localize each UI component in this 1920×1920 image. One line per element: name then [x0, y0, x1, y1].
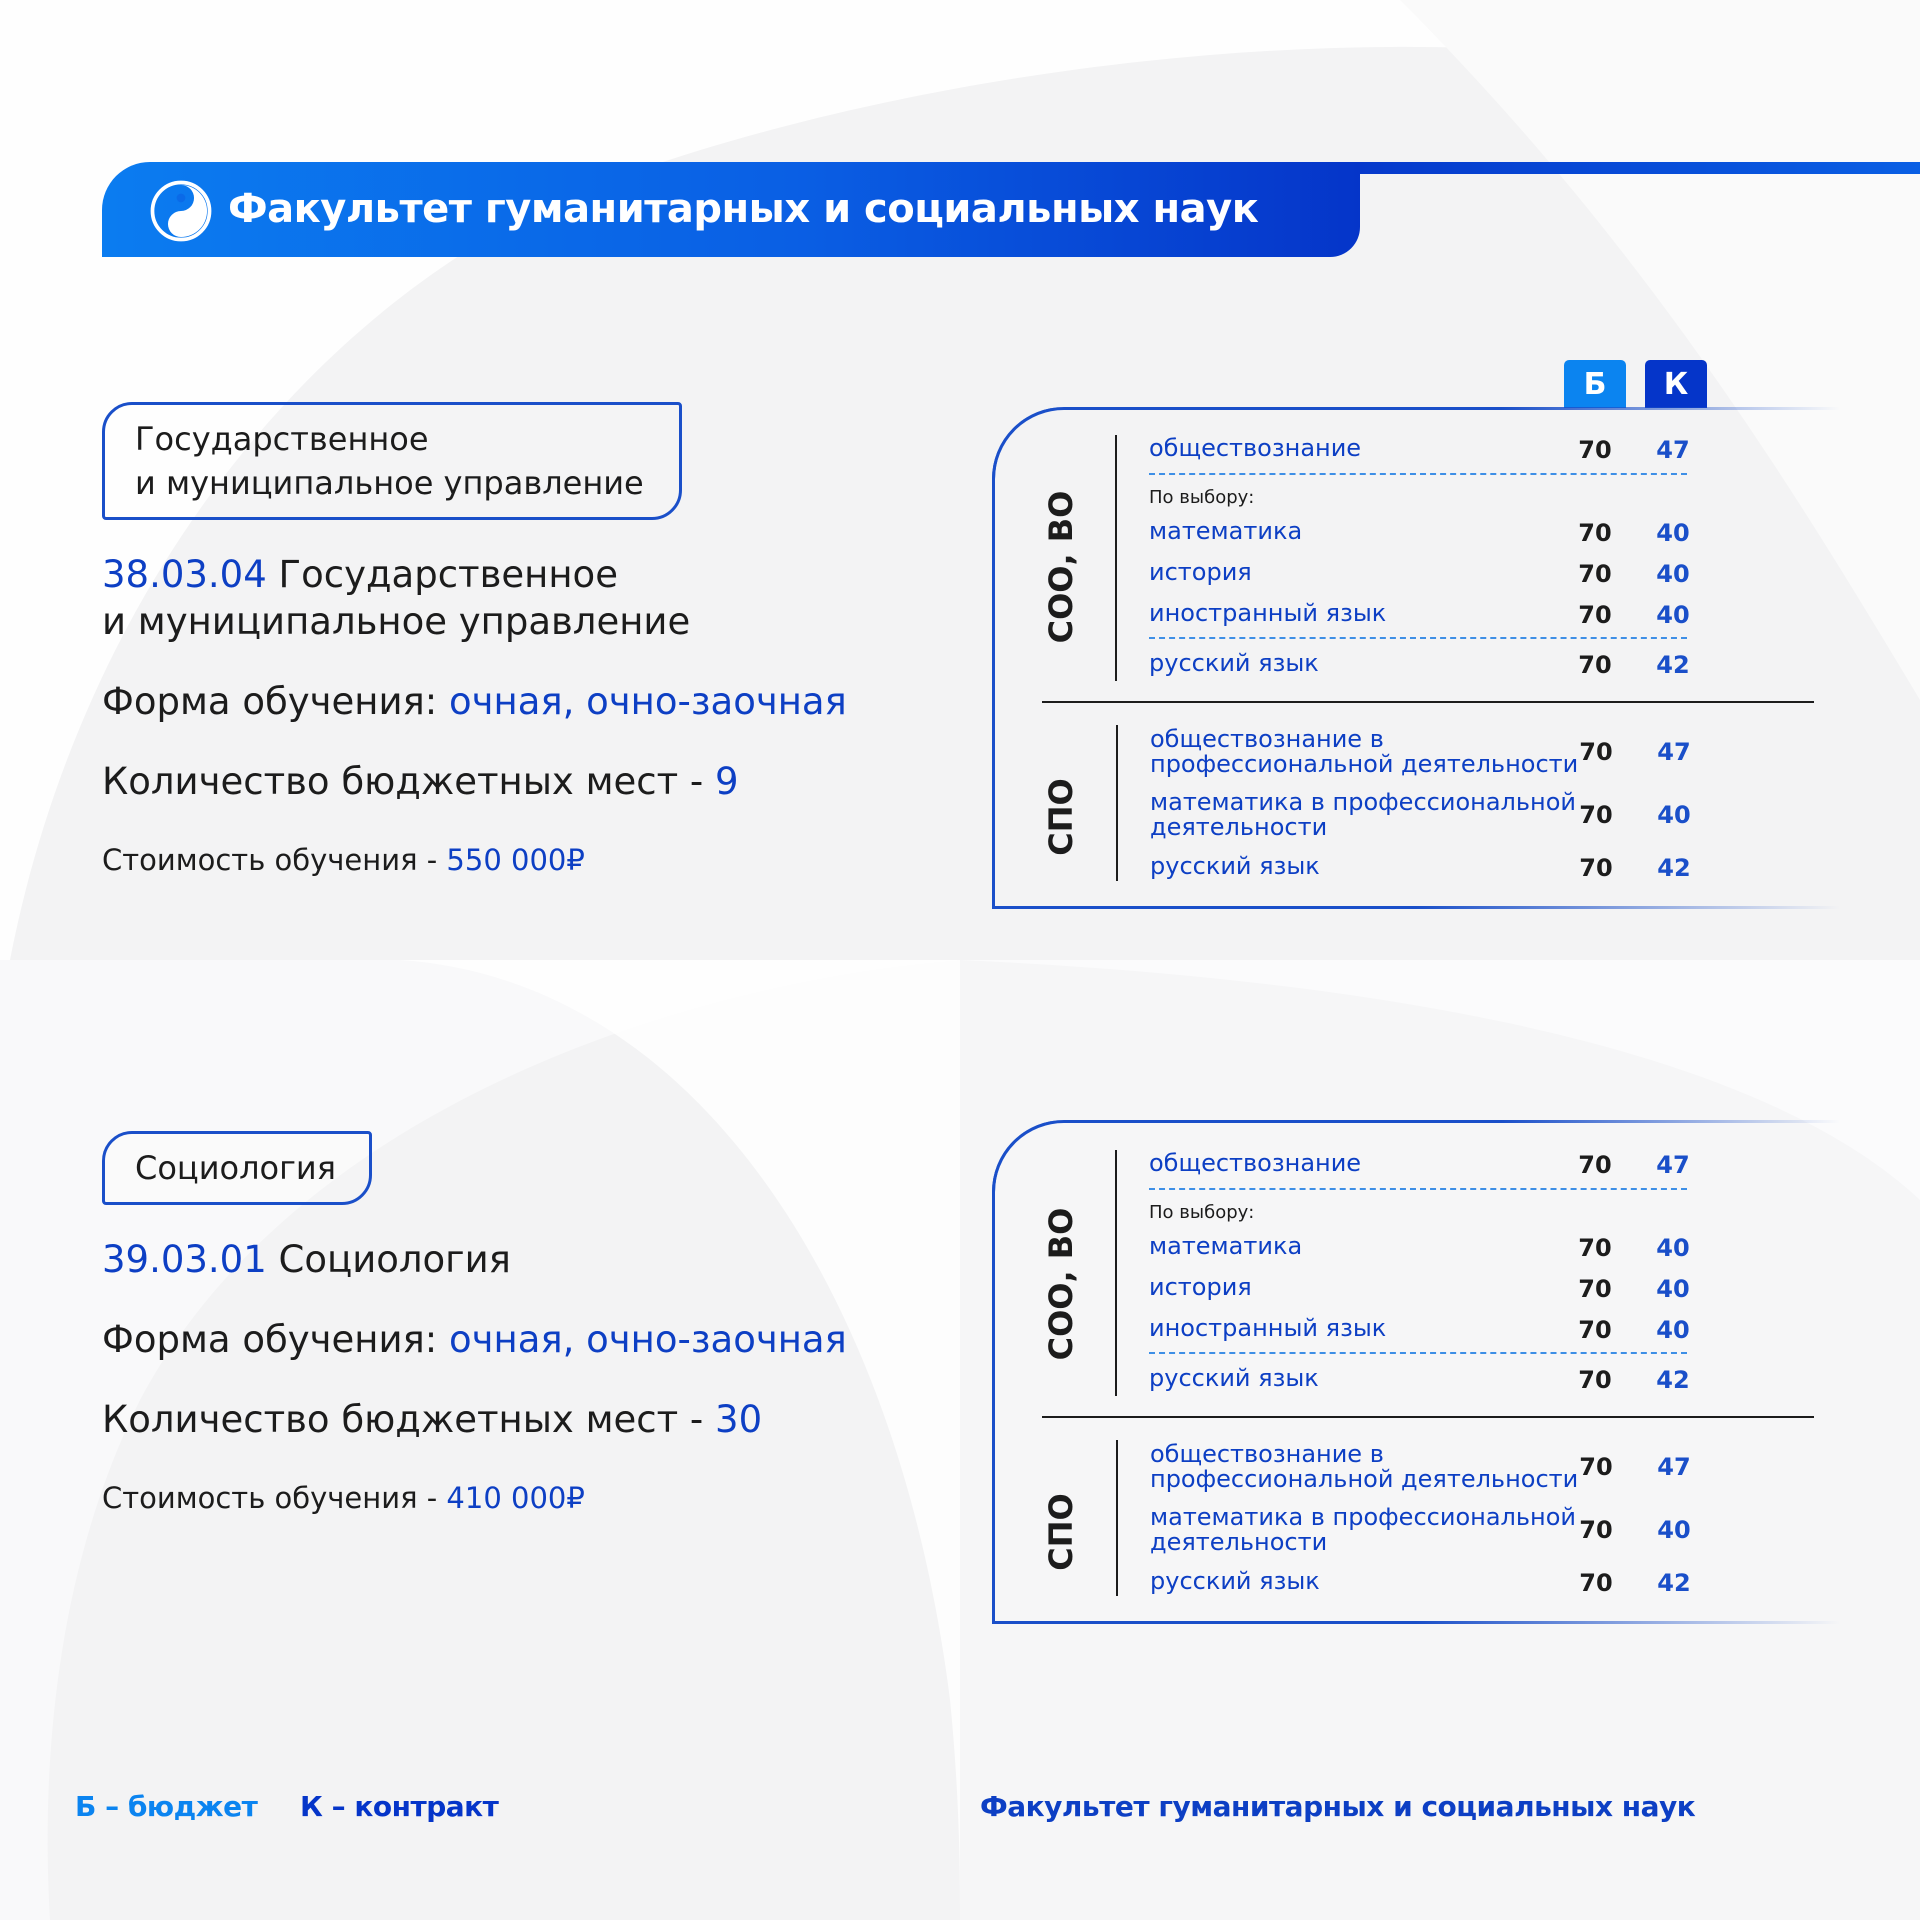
contract-score: 40: [1656, 1316, 1690, 1344]
scores-table: [992, 1120, 1840, 1624]
tuition-cost: [102, 1481, 585, 1515]
subject-name: математика: [1149, 517, 1303, 545]
group-label-soo-vo: СОО, ВО: [1042, 1207, 1080, 1361]
dashed-divider: [1149, 1188, 1687, 1190]
contract-score: 40: [1657, 801, 1691, 829]
program-code-line: [102, 1238, 511, 1281]
budget-score: 70: [1578, 1316, 1612, 1344]
budget-score: 70: [1579, 801, 1613, 829]
budget-places-label: Количество бюджетных мест -: [102, 760, 704, 803]
subject-line: математика в профессиональной: [1150, 788, 1576, 816]
budget-score: 70: [1578, 1366, 1612, 1394]
subject-line: профессиональной деятельности: [1150, 1465, 1579, 1493]
budget-score: 70: [1578, 519, 1612, 547]
budget-places-value: 30: [715, 1398, 763, 1441]
group-label-soo-vo: СОО, ВО: [1042, 490, 1080, 644]
group-separator: [1042, 1416, 1814, 1418]
program-code: 39.03.01: [102, 1238, 267, 1281]
group-divider: [1116, 725, 1118, 881]
group-separator: [1042, 701, 1814, 703]
choice-note: По выбору:: [1149, 1202, 1255, 1223]
subject-name: история: [1149, 1273, 1252, 1301]
tuition-cost-label: Стоимость обучения -: [102, 843, 438, 877]
contract-score: 42: [1656, 1366, 1690, 1394]
tuition-cost-value: 410 000₽: [446, 1481, 585, 1515]
contract-score: 40: [1656, 1234, 1690, 1262]
contract-score: 40: [1656, 1275, 1690, 1303]
subject-name: русский язык: [1150, 852, 1320, 880]
budget-score: 70: [1578, 1275, 1612, 1303]
contract-score: 42: [1657, 1569, 1691, 1597]
budget-places: [102, 1398, 762, 1441]
subject-name: иностранный язык: [1149, 599, 1387, 627]
subject-line: профессиональной деятельности: [1150, 750, 1579, 778]
legend-budget: Б – бюджет: [75, 1790, 258, 1823]
subject-name: история: [1149, 558, 1252, 586]
contract-score: 40: [1656, 560, 1690, 588]
dashed-divider: [1149, 473, 1687, 475]
subject-name: [1150, 790, 1576, 840]
contract-column-badge: К: [1645, 360, 1707, 408]
budget-score: 70: [1579, 1516, 1613, 1544]
tuition-cost: [102, 843, 585, 877]
group-label-spo: СПО: [1042, 778, 1080, 856]
program-code-line: [102, 553, 618, 596]
budget-places-label: Количество бюджетных мест -: [102, 1398, 704, 1441]
budget-column-badge: Б: [1564, 360, 1626, 408]
subject-name: русский язык: [1149, 649, 1319, 677]
subject-name: обществознание: [1149, 434, 1362, 462]
budget-score: 70: [1578, 651, 1612, 679]
contract-score: 40: [1657, 1516, 1691, 1544]
scores-table: [992, 407, 1840, 909]
subject-name: русский язык: [1149, 1364, 1319, 1392]
program-tag-line: и муниципальное управление: [135, 464, 644, 502]
program-tag-line: Государственное: [135, 420, 429, 458]
budget-score: 70: [1578, 1234, 1612, 1262]
budget-score: 70: [1578, 1151, 1612, 1179]
budget-score: 70: [1579, 738, 1613, 766]
program-tag: [102, 402, 682, 520]
header-accent-line: [1300, 162, 1920, 174]
contract-score: 47: [1657, 738, 1691, 766]
budget-score: 70: [1578, 436, 1612, 464]
subject-line: обществознание в: [1150, 1440, 1384, 1468]
study-form-value: очная, очно-заочная: [449, 1318, 847, 1361]
budget-score: 70: [1578, 601, 1612, 629]
page-title: Факультет гуманитарных и социальных наук: [228, 186, 1259, 232]
contract-score: 42: [1657, 854, 1691, 882]
subject-name: [1150, 1505, 1576, 1555]
yin-yang-icon: [150, 180, 212, 242]
subject-line: деятельности: [1150, 1528, 1328, 1556]
budget-places: [102, 760, 739, 803]
contract-score: 47: [1656, 1151, 1690, 1179]
program-code: 38.03.04: [102, 553, 267, 596]
program-name-line2: и муниципальное управление: [102, 600, 691, 643]
group-label-spo: СПО: [1042, 1493, 1080, 1571]
contract-score: 42: [1656, 651, 1690, 679]
budget-score: 70: [1579, 1569, 1613, 1597]
legend-contract: К – контракт: [300, 1790, 499, 1823]
program-name: Государственное: [278, 553, 618, 596]
table-frame-top: [992, 407, 1840, 487]
study-form-label: Форма обучения:: [102, 1318, 438, 1361]
group-divider: [1115, 435, 1117, 681]
subject-name: [1150, 1442, 1578, 1492]
subject-name: русский язык: [1150, 1567, 1320, 1595]
contract-score: 40: [1656, 519, 1690, 547]
subject-line: деятельности: [1150, 813, 1328, 841]
group-divider: [1116, 1440, 1118, 1596]
program-tag: [102, 1131, 372, 1205]
subject-name: иностранный язык: [1149, 1314, 1387, 1342]
tuition-cost-value: 550 000₽: [446, 843, 585, 877]
budget-score: 70: [1578, 560, 1612, 588]
table-frame-bottom: [992, 906, 1840, 909]
footer-faculty-name: Факультет гуманитарных и социальных наук: [980, 1790, 1696, 1823]
study-form-value: очная, очно-заочная: [449, 680, 847, 723]
group-divider: [1115, 1150, 1117, 1396]
subject-line: обществознание в: [1150, 725, 1384, 753]
subject-name: обществознание: [1149, 1149, 1362, 1177]
budget-score: 70: [1579, 1453, 1613, 1481]
study-form: [102, 1318, 847, 1361]
contract-score: 40: [1656, 601, 1690, 629]
study-form: [102, 680, 847, 723]
study-form-label: Форма обучения:: [102, 680, 438, 723]
program-name: Социология: [278, 1238, 511, 1281]
subject-name: математика: [1149, 1232, 1303, 1260]
contract-score: 47: [1656, 436, 1690, 464]
tuition-cost-label: Стоимость обучения -: [102, 1481, 438, 1515]
subject-name: [1150, 727, 1578, 777]
contract-score: 47: [1657, 1453, 1691, 1481]
budget-score: 70: [1579, 854, 1613, 882]
subject-line: математика в профессиональной: [1150, 1503, 1576, 1531]
dashed-divider: [1149, 637, 1687, 639]
table-frame-bottom: [992, 1621, 1840, 1624]
program-tag-line: Социология: [135, 1149, 336, 1187]
dashed-divider: [1149, 1352, 1687, 1354]
choice-note: По выбору:: [1149, 487, 1255, 508]
budget-places-value: 9: [715, 760, 739, 803]
